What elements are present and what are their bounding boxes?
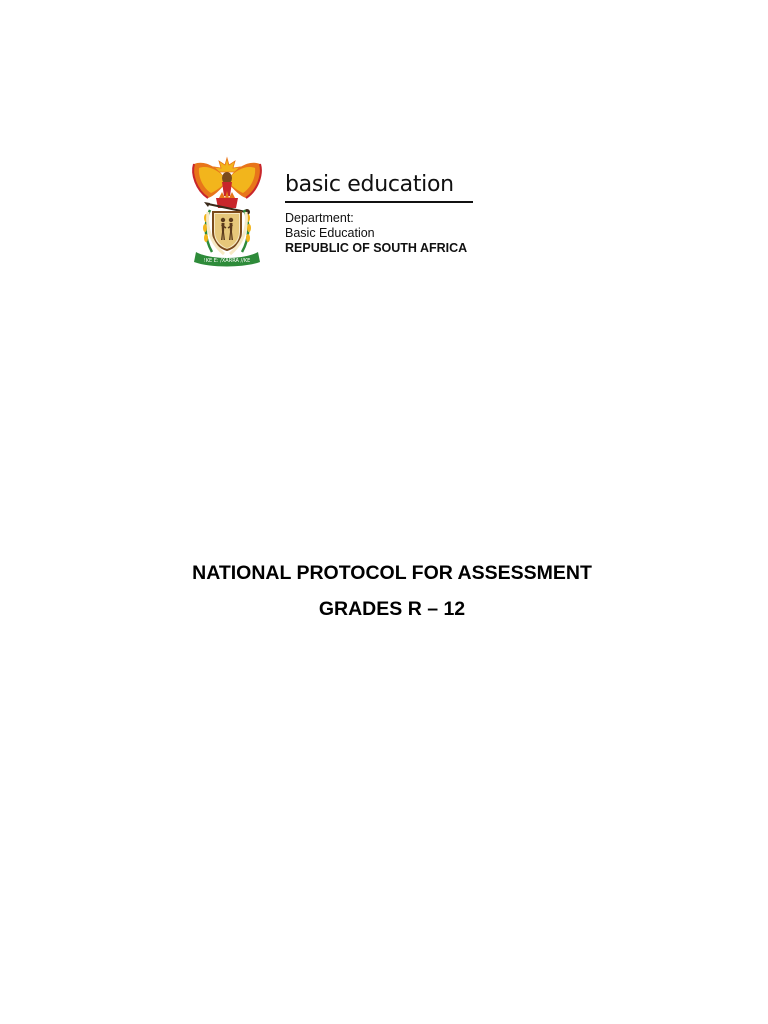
shield [213,212,241,250]
department-name: Basic Education [285,225,375,240]
country-name: REPUBLIC OF SOUTH AFRICA [285,240,468,255]
motto-text: !KE E: /XARRA //KE [203,258,251,264]
document-title: NATIONAL PROTOCOL FOR ASSESSMENT [192,562,592,584]
south-africa-coat-of-arms-icon [186,152,268,268]
brand-name: basic education [285,172,454,197]
rising-sun [214,158,240,172]
document-title-block [0,561,768,621]
department-label: Department: [285,210,354,225]
department-logo [186,152,486,272]
brand-text [285,172,475,256]
motto-ribbon [194,252,260,267]
brand-divider [285,201,473,203]
document-subtitle: GRADES R – 12 [318,598,466,620]
